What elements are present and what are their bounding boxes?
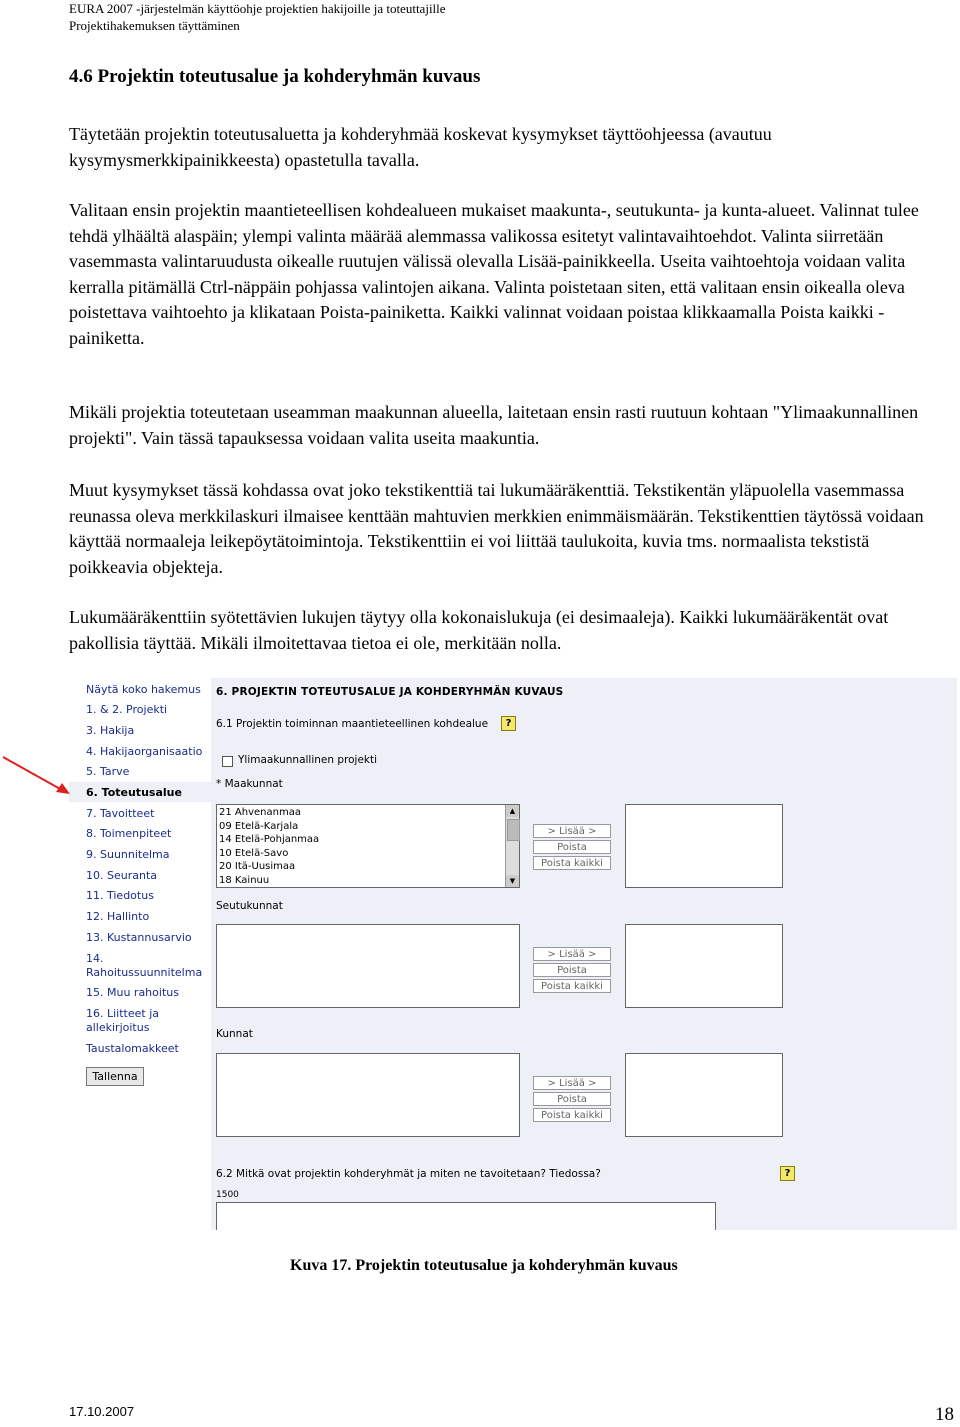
nav-item-kustannusarvio[interactable]: 13. Kustannusarvio bbox=[86, 931, 192, 944]
page-number: 18 bbox=[935, 1404, 954, 1425]
list-item[interactable]: 21 Ahvenanmaa bbox=[219, 807, 301, 818]
seutukunnat-selected-box[interactable] bbox=[625, 924, 783, 1008]
scroll-thumb[interactable] bbox=[507, 819, 520, 841]
help-icon[interactable]: ? bbox=[501, 716, 516, 731]
nav-item-show-all[interactable]: Näytä koko hakemus bbox=[86, 683, 201, 696]
document-header bbox=[69, 0, 446, 34]
char-counter: 1500 bbox=[216, 1190, 239, 1200]
maakunnat-selected-box[interactable] bbox=[625, 804, 783, 888]
nav-item-muu-rahoitus[interactable]: 15. Muu rahoitus bbox=[86, 986, 179, 999]
add-button-kunnat[interactable]: > Lisää > bbox=[533, 1076, 611, 1090]
nav-item-tavoitteet[interactable]: 7. Tavoitteet bbox=[86, 807, 155, 820]
nav-item-toteutusalue[interactable]: 6. Toteutusalue bbox=[86, 786, 182, 799]
arrow-shaft bbox=[3, 757, 62, 790]
save-button[interactable]: Tallenna bbox=[86, 1067, 144, 1086]
pointer-arrow-icon bbox=[0, 740, 75, 800]
question-6-2: 6.2 Mitkä ovat projektin kohderyhmät ja miten ne tavoitetaan? Tiedossa? bbox=[216, 1168, 601, 1180]
paragraph-5: Lukumääräkenttiin syötettävien lukujen täytyy olla kokonaislukuja (ei desimaaleja). Kaikki lukumääräkentät ovat pakollisia täyttää. Mikäli ilmoitettavaa tietoa ei ole, merkitään nolla. bbox=[69, 607, 889, 653]
list-item[interactable]: 09 Etelä-Karjala bbox=[219, 820, 299, 832]
add-button-maakunnat[interactable]: > Lisää > bbox=[533, 824, 611, 838]
nav-item-liitteet[interactable]: 16. Liitteet ja allekirjoitus bbox=[86, 1007, 159, 1034]
maakunnat-listbox[interactable] bbox=[216, 804, 520, 888]
nav-item-taustalomakkeet[interactable]: Taustalomakkeet bbox=[86, 1042, 179, 1055]
nav-item-suunnitelma[interactable]: 9. Suunnitelma bbox=[86, 848, 170, 861]
kohderyhma-textarea[interactable] bbox=[216, 1202, 716, 1230]
list-item[interactable]: 18 Kainuu bbox=[219, 874, 270, 886]
nav-item-hakija[interactable]: 3. Hakija bbox=[86, 724, 135, 737]
paragraph-2: Valitaan ensin projektin maantieteellisen kohdealueen mukaiset maakunta-, seutukunta- ja kunta-alueet. Valinnat tulee tehdä ylhäältä alaspäin; ylempi valinta määrää alemmassa valikossa esitetyt valintavaihtoehdot. Valinta siirretään vasemmasta valintaruudusta oikealle ruutujen välissä olevalla Lisää-painikkeella. Useita vaihtoehtoja voidaan valita kerralla pitämällä Ctrl-näppäin pohjassa valintojen aikana. Valinta poistetaan siten, että valitaan ensin oikealla oleva poistettava vaihtoehto ja klikataan Poista-painiketta. Kaikki valinnat voidaan poistaa klikkaamalla Poista kaikki -painiketta. bbox=[69, 200, 919, 348]
add-button-seutukunnat[interactable]: > Lisää > bbox=[533, 947, 611, 961]
header-line-2: Projektihakemuksen täyttäminen bbox=[69, 18, 240, 33]
scroll-up-icon[interactable]: ▲ bbox=[506, 805, 519, 817]
nav-item-rahoitussuunnitelma[interactable]: 14. Rahoitussuunnitelma bbox=[86, 952, 203, 979]
remove-all-button-kunnat[interactable]: Poista kaikki bbox=[533, 1108, 611, 1122]
kunnat-selected-box[interactable] bbox=[625, 1053, 783, 1137]
ylimaakunnallinen-label: Ylimaakunnallinen projekti bbox=[238, 754, 378, 766]
kunnat-label: Kunnat bbox=[216, 1028, 253, 1040]
footer-date: 17.10.2007 bbox=[69, 1404, 135, 1419]
kunnat-listbox[interactable] bbox=[216, 1053, 520, 1137]
paragraph-4: Muut kysymykset tässä kohdassa ovat joko tekstikenttiä tai lukumääräkenttiä. Tekstikentän yläpuolella vasemmassa reunassa oleva merkkilaskuri ilmaisee kenttään mahtuvien merkkien enimmäismäärän. Tekstikenttien täytössä voidaan käyttää normaaleja leikepöytätoimintoja. Tekstikenttiin ei voi liittää taulukoita, kuvia tms. normaalista tekstistä poikkeavia objekteja. bbox=[69, 480, 924, 577]
section-title: 4.6 Projektin toteutusalue ja kohderyhmän kuvaus bbox=[69, 66, 481, 87]
nav-item-hallinto[interactable]: 12. Hallinto bbox=[86, 910, 150, 923]
nav-item-tiedotus[interactable]: 11. Tiedotus bbox=[86, 889, 154, 902]
remove-all-button-seutukunnat[interactable]: Poista kaikki bbox=[533, 979, 611, 993]
remove-button-maakunnat[interactable]: Poista bbox=[533, 840, 611, 854]
listbox-scrollbar[interactable] bbox=[505, 805, 519, 887]
maakunnat-label-text: Maakunnat bbox=[224, 778, 283, 790]
remove-all-button-maakunnat[interactable]: Poista kaikki bbox=[533, 856, 611, 870]
figure-caption: Kuva 17. Projektin toteutusalue ja kohderyhmän kuvaus bbox=[290, 1257, 678, 1274]
maakunnat-options bbox=[219, 806, 319, 887]
application-screenshot bbox=[69, 678, 957, 1230]
nav-item-hakijaorganisaatio[interactable]: 4. Hakijaorganisaatio bbox=[86, 745, 203, 758]
header-line-1: EURA 2007 -järjestelmän käyttöohje projektien hakijoille ja toteuttajille bbox=[69, 1, 446, 16]
question-6-1: 6.1 Projektin toiminnan maantieteellinen kohdealue bbox=[216, 718, 489, 730]
nav-item-toimenpiteet[interactable]: 8. Toimenpiteet bbox=[86, 827, 172, 840]
scroll-down-icon[interactable]: ▼ bbox=[506, 875, 519, 887]
ylimaakunnallinen-checkbox[interactable] bbox=[222, 756, 233, 767]
nav-item-seuranta[interactable]: 10. Seuranta bbox=[86, 869, 158, 882]
seutukunnat-listbox[interactable] bbox=[216, 924, 520, 1008]
list-item[interactable]: 20 Itä-Uusimaa bbox=[219, 861, 296, 872]
form-sidebar-nav bbox=[69, 678, 209, 1230]
remove-button-seutukunnat[interactable]: Poista bbox=[533, 963, 611, 977]
help-icon[interactable]: ? bbox=[780, 1166, 795, 1181]
form-section-heading: 6. PROJEKTIN TOTEUTUSALUE JA KOHDERYHMÄN KUVAUS bbox=[216, 686, 564, 698]
maakunnat-label bbox=[216, 778, 283, 790]
nav-item-projekti[interactable]: 1. & 2. Projekti bbox=[86, 703, 168, 716]
form-content bbox=[211, 678, 957, 1230]
remove-button-kunnat[interactable]: Poista bbox=[533, 1092, 611, 1106]
list-item[interactable]: 14 Etelä-Pohjanmaa bbox=[219, 834, 320, 845]
required-mark: * bbox=[216, 778, 222, 790]
seutukunnat-label: Seutukunnat bbox=[216, 900, 283, 912]
paragraph-1: Täytetään projektin toteutusaluetta ja kohderyhmää koskevat kysymykset täyttöohjeessa (avautuu kysymysmerkkipainikkeesta) opastetulla tavalla. bbox=[69, 124, 772, 170]
list-item[interactable]: 10 Etelä-Savo bbox=[219, 847, 289, 859]
nav-item-tarve[interactable]: 5. Tarve bbox=[86, 765, 130, 778]
paragraph-3: Mikäli projektia toteutetaan useamman maakunnan alueella, laitetaan ensin rasti ruutuun kohtaan "Ylimaakunnallinen projekti". Vain tässä tapauksessa voidaan valita useita maakuntia. bbox=[69, 402, 919, 448]
